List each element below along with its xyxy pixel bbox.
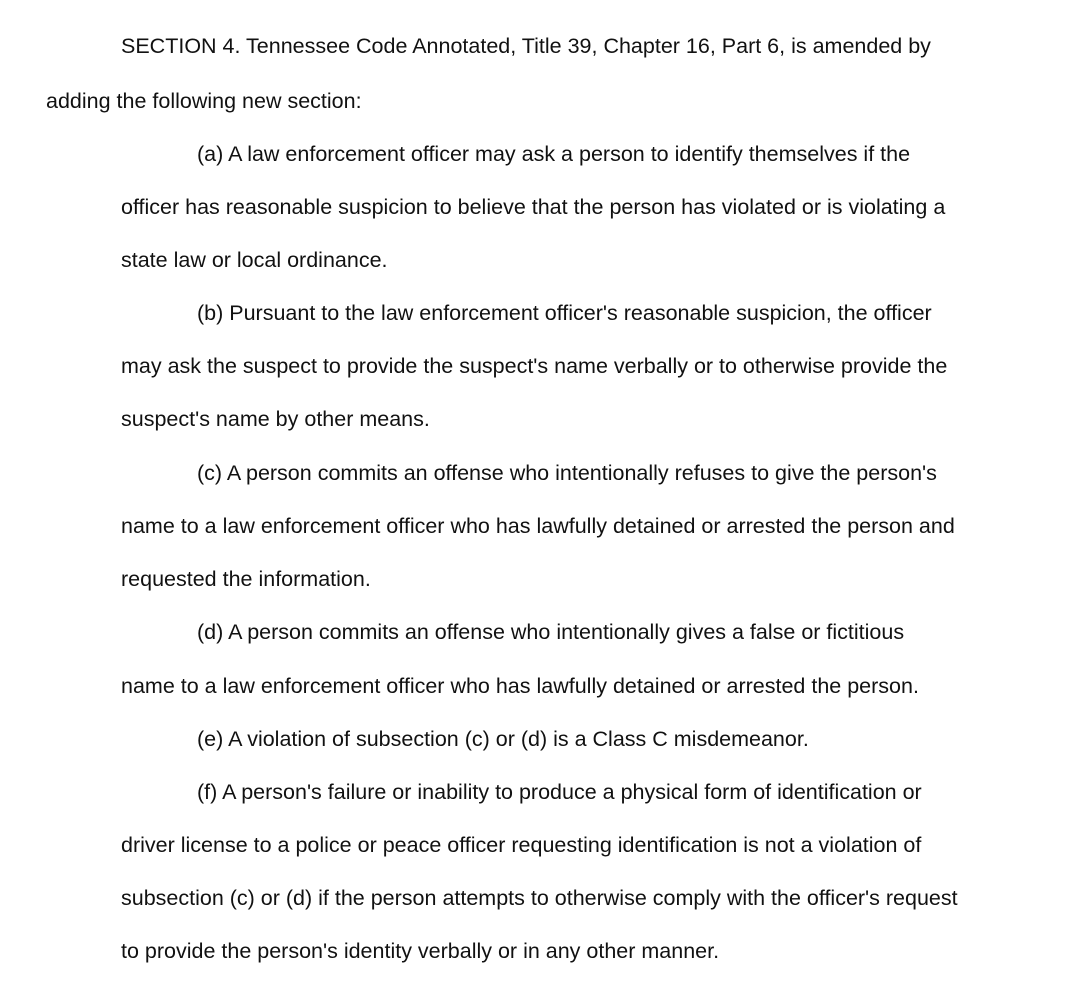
section-heading-line-2: adding the following new section: bbox=[46, 89, 362, 113]
subsection-f-line-1: (f) A person's failure or inability to produce a physical form of identification or bbox=[197, 780, 922, 804]
subsection-c-line-3: requested the information. bbox=[121, 567, 371, 591]
subsection-f-line-3: subsection (c) or (d) if the person attempts to otherwise comply with the officer's request bbox=[121, 886, 958, 910]
subsection-f-line-4: to provide the person's identity verbally or in any other manner. bbox=[121, 939, 720, 963]
subsection-b-line-3: suspect's name by other means. bbox=[121, 407, 430, 431]
subsection-e-line-1: (e) A violation of subsection (c) or (d) is a Class C misdemeanor. bbox=[197, 727, 809, 751]
subsection-f-line-2: driver license to a police or peace officer requesting identification is not a violation of bbox=[121, 833, 922, 857]
subsection-b-line-1: (b) Pursuant to the law enforcement officer's reasonable suspicion, the officer bbox=[197, 301, 932, 325]
subsection-a-line-2: officer has reasonable suspicion to believe that the person has violated or is violating a bbox=[121, 195, 946, 219]
section-heading-line-1: SECTION 4. Tennessee Code Annotated, Title 39, Chapter 16, Part 6, is amended by bbox=[121, 34, 931, 58]
subsection-d-line-1: (d) A person commits an offense who intentionally gives a false or fictitious bbox=[197, 620, 905, 644]
subsection-a-line-1: (a) A law enforcement officer may ask a person to identify themselves if the bbox=[197, 142, 911, 166]
subsection-c-line-1: (c) A person commits an offense who intentionally refuses to give the person's bbox=[197, 461, 937, 485]
subsection-c-line-2: name to a law enforcement officer who has lawfully detained or arrested the person and bbox=[121, 514, 955, 538]
subsection-d-line-2: name to a law enforcement officer who has lawfully detained or arrested the person. bbox=[121, 674, 919, 698]
subsection-a-line-3: state law or local ordinance. bbox=[121, 248, 388, 272]
subsection-b-line-2: may ask the suspect to provide the suspect's name verbally or to otherwise provide the bbox=[121, 354, 948, 378]
